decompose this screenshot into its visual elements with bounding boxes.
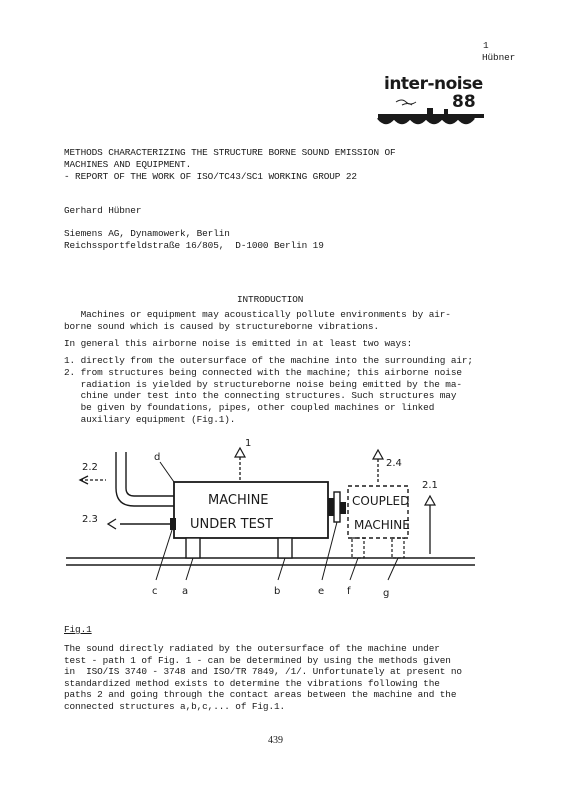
author-name: Gerhard Hübner [64,205,142,216]
coupling-hub [340,502,346,514]
text-line: be given by foundations, pipes, other coupled machines or linked [64,402,435,414]
part-label-e: e [318,586,325,597]
list-item: 1. directly from the outersurface of the machine into the surrounding air; [64,354,473,366]
text-line: in ISO/IS 3740 - 3748 and ISO/TR 7849, /1/. Unfortunately at present no [64,666,462,678]
text-line: Machines or equipment may acoustically pollute environments by air- [64,309,451,320]
paper-title-line3: - REPORT OF THE WORK OF ISO/TC43/SC1 WORKING GROUP 22 [64,171,357,182]
path-label-2-4: 2.4 [386,458,402,469]
arrow-path-1 [235,448,245,457]
section-heading: INTRODUCTION [237,294,304,305]
foot-b [278,538,292,558]
shaft [328,498,334,516]
text-line: auxiliary equipment (Fig.1). [64,414,236,426]
coupled-foot-f [352,538,364,558]
foot-a [186,538,200,558]
part-label-c: c [152,586,158,597]
paper-title-line2: MACHINES AND EQUIPMENT. [64,159,192,170]
coupled-label-2: MACHINE [354,518,410,532]
coupled-label-1: COUPLED [352,494,410,508]
text-line: test - path 1 of Fig. 1 - can be determined by using the methods given [64,654,451,666]
intro-paragraph [64,309,473,426]
logo-line2: 88 [452,92,476,112]
arrow-path-2-4 [373,450,383,459]
arrow-path-2-1 [425,496,435,505]
coupling-e [334,492,340,522]
author-short: Hübner [482,52,516,63]
path-label-2-1: 2.1 [422,480,438,491]
affiliation-line2: Reichssportfeldstraße 16/805, D-1000 Berlin 19 [64,240,324,251]
part-label-g: g [383,588,390,599]
affiliation-line1: Siemens AG, Dynamowerk, Berlin [64,228,230,239]
text-line: In general this airborne noise is emitted in at least two ways: [64,337,413,349]
text-line: connected structures a,b,c,... of Fig.1. [64,700,286,712]
text-line: paths 2 and going through the contact areas between the machine and the [64,689,457,701]
logo-line1: inter-noise [384,74,483,94]
paper-title-line1: METHODS CHARACTERIZING THE STRUCTURE BORNE SOUND EMISSION OF [64,147,396,158]
cable-connector-c [170,518,176,530]
text-line: The sound directly radiated by the outersurface of the machine under [64,643,440,654]
text-line: radiation is yielded by structureborne noise being emitted by the ma- [64,378,462,390]
part-label-b: b [274,586,281,597]
arrow-path-2-3 [108,519,116,529]
text-line: borne sound which is caused by structureborne vibrations. [64,320,379,332]
path-label-2-2: 2.2 [82,462,98,473]
body-paragraph [64,643,462,713]
page-index: 1 [483,40,489,51]
text-line: chine under test into the connecting structures. Such structures may [64,390,457,402]
coupled-foot-g [392,538,404,558]
part-label-a: a [182,586,189,597]
pipe-outer [116,452,174,506]
page-number: 439 [268,735,283,746]
text-line: standardized method exists to determine the vibrations following the [64,677,440,689]
machine-label-2: UNDER TEST [190,517,273,532]
pipe-inner [126,452,174,496]
part-label-f: f [347,586,351,597]
conference-logo [372,74,490,134]
part-label-d: d [154,452,161,463]
path-label-2-3: 2.3 [82,514,98,525]
machine-label-1: MACHINE [208,493,269,508]
bridge-icon [372,98,490,134]
figure-1-diagram [60,430,480,608]
figure-caption: Fig.1 [64,624,92,635]
path-label-1: 1 [245,438,252,449]
list-item: 2. from structures being connected with the machine; this airborne noise [64,366,462,378]
